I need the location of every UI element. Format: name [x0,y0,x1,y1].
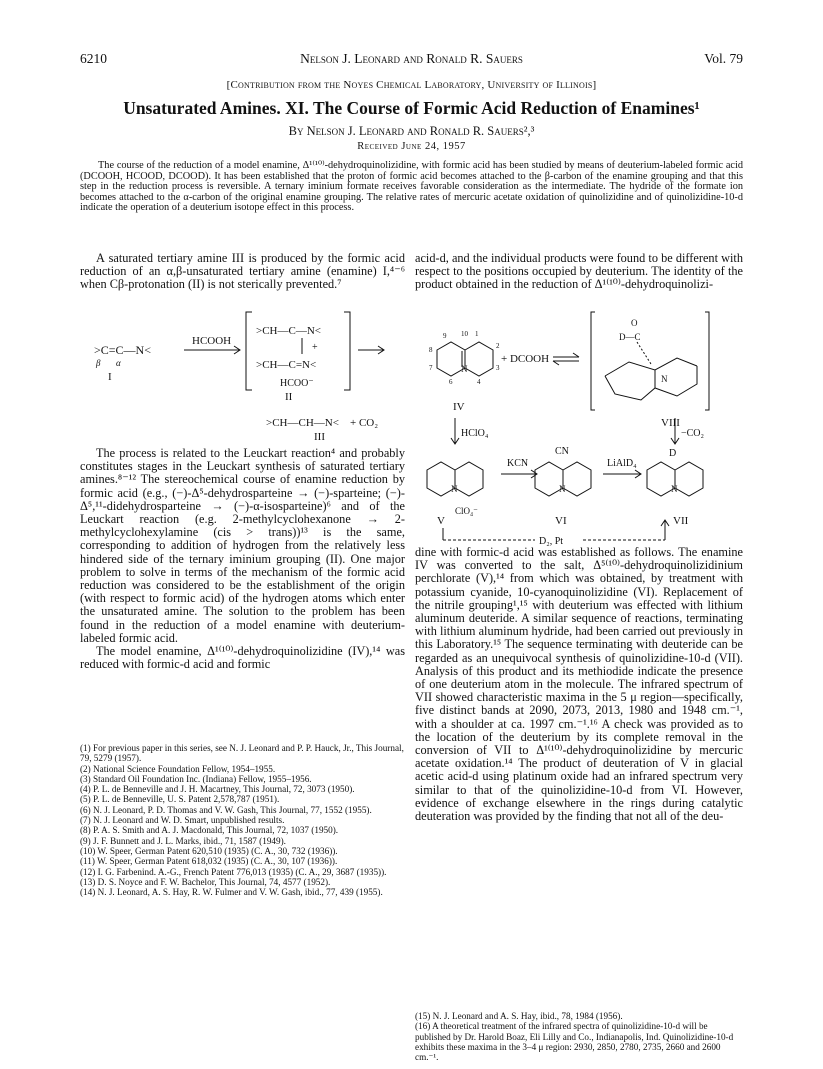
footnote-7: (7) N. J. Leonard and W. D. Smart, unpublished results. [80,815,285,826]
label-IV: IV [453,401,465,413]
right-para-2 [415,546,743,823]
label-V: V [437,515,445,527]
plus-charge: + [312,342,318,353]
label-VIII: VIII [661,417,680,429]
continuation-paragraph: acid-d, and the individual products were found to be different with respect to the positions occupied by deuterium. The identity of the product obtained in the reduction of Δ¹⁽¹⁰⁾-dehydroquinolizi- [415,251,743,292]
footnote-16: (16) A theoretical treatment of the infrared spectra of quinolizidine-10-d will be published by Dr. Harold Boaz, Eli Lilly and Co., Indianapolis, Ind. Quinolizidine-10-d exhibits these maxima in the 3–4 μ region: 2930, 2850, 2780, 2735, 2660 and 2600 cm.⁻¹. [415,1021,734,1063]
label-VII: VII [673,515,689,527]
footnote-13: (13) D. S. Noyce and F. W. Bachelor, This Journal, 74, 4577 (1952). [80,876,331,887]
hclo4-reagent: HClO₄ [461,428,489,439]
left-para-2 [80,447,405,671]
ring-n: N [461,364,468,374]
num-3: 3 [496,364,500,372]
contribution-line: [Contribution from the Noyes Chemical Laboratory, University of Illinois] [226,79,597,91]
nitrile-VI [535,446,591,527]
synthesis-paragraph: dine with formic-d acid was established as follows. The enamine IV was converted to the salt, Δ⁵⁽¹⁰⁾-dehydroquinolizidinium perchlorate (V),¹⁴ from which was obtained, by treatment with potassium cyanide, 10-cyanoquinolizidine (VI). Replacement of the nitrile grouping¹,¹⁵ with deuterium was effected with lithium aluminum deuteride. A similar sequence of reactions, terminating with lithium aluminum hydride, had been carried out previously in this Laboratory.¹⁵ The sequence terminating with deuteride can be regarded as an unequivocal synthesis of quinolizidine-10-d (VII). Analysis of this product and its methiodide indicate the presence of one deuterium atom in the molecule. The infrared spectrum of VII showed characteristic maxima in the 5 μ region—specifically, five distinct bands at 2090, 2073, 2013, 1980 and 1948 cm.⁻¹, with a shoulder at ca. 1997 cm.⁻¹.¹⁶ A check was provided as to the location of the deuterium by its complete removal in the conversion of VII to Δ¹⁽¹⁰⁾-dehydroquinolizidine by mercuric acetate oxidation.¹⁴ The product of deuteration of V in glacial acetic acid-d using platinum oxide had an infrared spectrum very similar to that of the quinolizidine-10-d from VI. However, evidence of exchange elsewhere in the rings during catalytic deuteration was provided by the finding that not all of the deu- [415,545,743,824]
bracket-right [344,312,350,390]
viii-n: N [661,374,668,384]
dcooh: + DCOOH [501,353,550,365]
num-2: 2 [496,342,500,350]
iminium-top: >CH—C—N< [256,325,321,337]
bracket-left [246,312,252,390]
footnote-14: (14) N. J. Leonard, A. S. Hay, R. W. Fulmer and V. W. Gash, ibid., 77, 439 (1955). [80,887,383,898]
alpha-label: α [116,358,121,368]
byline: By Nelson J. Leonard and Ronald R. Sauers²,³ [288,124,535,138]
formate-ion: HCOO⁻ [280,378,314,389]
quinolizidine-vii-n: N [671,484,678,494]
running-authors: Nelson J. Leonard and Ronald R. Sauers [300,51,523,66]
d-label: D [669,448,677,459]
footnote-1: (1) For previous paper in this series, see N. J. Leonard and P. P. Hauck, Jr., This Journal, 79, 5279 (1957). [80,743,404,764]
num-10: 10 [461,330,468,338]
viii-bracket-right [705,312,709,410]
footnote-10: (10) W. Speer, German Patent 620,510 (1935) (C. A., 30, 732 (1936)). [80,845,338,856]
enamine-I [94,343,151,383]
transfer-bond [637,342,651,364]
num-1: 1 [475,330,479,338]
iminium-bottom: >CH—C=N< [256,359,317,371]
cn-group: CN [555,446,569,457]
footnote-3: (3) Standard Oil Foundation Inc. (Indiana) Fellow, 1955–1956. [80,773,312,784]
num-8: 8 [429,346,433,354]
page-number: 6210 [80,51,107,66]
label-I: I [108,371,112,383]
enamine-formula: >C=C—N< [94,343,151,357]
footnote-5: (5) P. L. de Benneville, U. S. Patent 2,578,787 (1951). [80,794,280,805]
hcooh-reagent: HCOOH [192,335,232,347]
num-6: 6 [449,378,453,386]
num-7: 7 [429,364,433,372]
chair-ring-bottom [605,366,697,400]
abstract: The course of the reduction of a model enamine, Δ¹⁽¹⁰⁾-dehydroquinolizidine, with formic acid has been studied by means of deuterium-labeled formic acid (DCOOH, HCOOD, DCOOD). It has been established that the proton of formic acid becomes attached to the β-carbon of the enamine grouping and that this step in the reduction process is reversible. A ternary iminium formate receives favorable consideration as the intermediate. The hydride of the formate ion becomes attached to the α-carbon of the original enamine grouping. The relative rates of mercuric acetate oxidation of quinolizidine and of quinolizidine-10-d indicate the operation of a deuterium isotope effect in this process. [80,160,743,214]
footnote-6: (6) N. J. Leonard, P. D. Thomas and V. W. Gash, This Journal, 77, 1552 (1955). [80,804,372,815]
left-para-1 [80,252,405,292]
kcn-reagent: KCN [507,458,529,469]
transition-state-VIII [591,312,709,429]
num-9: 9 [443,332,447,340]
footnote-11: (11) W. Speer, German Patent 618,032 (1935) (C. A., 30, 107 (1936)). [80,856,338,867]
footnote-9: (9) J. F. Bunnett and J. L. Marks, ibid., 71, 1587 (1949). [80,835,286,846]
label-VI: VI [555,515,567,527]
ring-right [465,342,493,376]
co2-byproduct: + CO₂ [350,417,379,429]
intro-paragraph: A saturated tertiary amine III is produced by the formic acid reduction of an α,β-unsaturated tertiary amine (enamine) I,⁴⁻⁶ when Cβ-protonation (II) is not sterically prevented.⁷ [80,251,405,292]
footnote-15: (15) N. J. Leonard and A. S. Hay, ibid., 78, 1984 (1956). [415,1011,623,1021]
label-II: II [285,391,293,403]
scheme-2-quinolizidine [415,306,743,546]
scheme-1-enamine-reduction [80,308,410,446]
leuckart-paragraph: The process is related to the Leuckart reaction⁴ and probably constitutes stages in the Leuckart synthesis of saturated tertiary amines.⁸⁻¹² The stereochemical course of enamine reduction by formic acid (e.g., (−)-Δ⁵-dehydrosparteine → (−)-sparteine; (−)-Δ⁵,¹¹-didehydrosparteine → (−)-α-isosparteine)⁶ and of the Leuckart reaction (e.g. 2-methylcyclohexanone → 2-methylcyclohexylamine (cis > trans))¹³ is the same, corresponding to addition of hydrogen from the relatively less hindered side of the ternary iminium grouping (II). One major problem to solve in terms of the mechanism of the formic acid reduction was considered to be the establishment of the origin (with respect to formic acid) of the hydrogen atoms which enter the unsaturated amine. The solution to the problem has been found in the reduction of a model enamine with deuterium-labeled formic acid. [80,446,405,645]
enamine-IV [429,330,500,413]
footnote-2: (2) National Science Foundation Fellow, 1954–1955. [80,763,276,774]
received-date: Received June 24, 1957 [357,141,466,152]
viii-o: O [631,318,638,328]
salt-v-n: N [451,484,458,494]
label-III: III [314,431,325,443]
volume: Vol. 79 [704,51,743,66]
left-footnotes [80,743,405,897]
nitrile-vi-n: N [559,484,566,494]
chair-ring-top [605,358,697,376]
model-enamine-paragraph: The model enamine, Δ¹⁽¹⁰⁾-dehydroquinolizidine (IV),¹⁴ was reduced with formic-d acid and formic [80,644,405,672]
right-para-1 [415,252,743,292]
viii-bracket-left [591,312,595,410]
right-footnotes [415,1011,743,1062]
viii-dc: D—C [619,332,641,342]
salt-V [427,462,483,527]
footnote-12: (12) I. G. Farbenind. A.-G., French Patent 776,013 (1935) (C. A., 29, 3687 (1935)). [80,866,387,877]
lialD4-reagent: LiAlD₄ [607,458,637,469]
beta-label: β [96,358,101,368]
equilibrium-forward-head [573,353,579,357]
product-III: >CH—CH—N< [266,417,339,429]
minus-co2: −CO₂ [681,428,705,439]
footnote-8: (8) P. A. S. Smith and A. J. Macdonald, This Journal, 72, 1037 (1950). [80,825,339,836]
perchlorate: ClO₄⁻ [455,506,478,516]
article-title: Unsaturated Amines. XI. The Course of Formic Acid Reduction of Enamines¹ [123,98,700,118]
d2pt-reagent: D₂, Pt [539,536,564,546]
num-4: 4 [477,378,481,386]
footnote-4: (4) P. L. de Benneville and J. H. Macartney, This Journal, 72, 3073 (1950). [80,784,355,795]
equilibrium-back-head [553,361,559,365]
quinolizidine-VII [647,448,703,527]
